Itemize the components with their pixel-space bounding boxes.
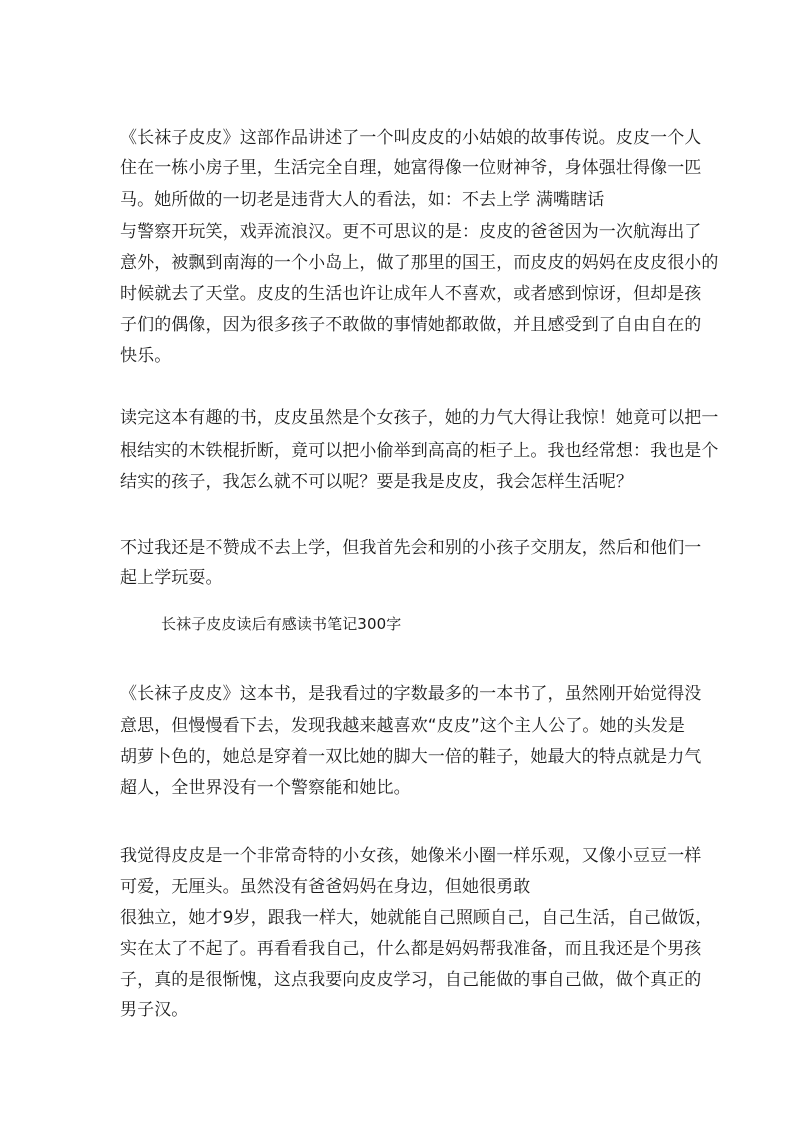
paragraph-2-line-1: 读完这本有趣的书，皮皮虽然是个女孩子，她的力气大得让我惊！她竟可以把一 [120,408,719,428]
paragraph-2-line-2: 根结实的木铁棍折断，竟可以把小偷举到高高的柜子上。我也经常想：我也是个 [120,441,719,461]
paragraph-1-line-1: 《长袜子皮皮》这部作品讲述了一个叫皮皮的小姑娘的故事传说。皮皮一个人 [120,128,702,148]
paragraph-1-line-6: 时候就去了天堂。皮皮的生活也许让成年人不喜欢，或者感到惊讶，但却是孩 [120,284,702,304]
paragraph-5-line-5: 子，真的是很惭愧，这点我要向皮皮学习，自己能做的事自己做，做个真正的 [120,970,702,990]
paragraph-5-line-1: 我觉得皮皮是一个非常奇特的小女孩，她像米小圈一样乐观，又像小豆豆一样 [120,846,702,866]
paragraph-5-line-3: 很独立，她才9岁，跟我一样大，她就能自己照顾自己，自己生活，自己做饭， [120,908,713,928]
paragraph-4-line-1: 《长袜子皮皮》这本书，是我看过的字数最多的一本书了，虽然刚开始觉得没 [120,684,702,704]
paragraph-1-line-8: 快乐。 [120,346,172,366]
paragraph-1-line-2: 住在一栋小房子里，生活完全自理，她富得像一位财神爷，身体强壮得像一匹 [120,158,702,178]
paragraph-5-line-2: 可爱，无厘头。虽然没有爸爸妈妈在身边，但她很勇敢 [120,877,531,897]
paragraph-2-line-3: 结实的孩子，我怎么就不可以呢？要是我是皮皮，我会怎样生活呢？ [120,472,633,492]
paragraph-1-line-5: 意外，被飘到南海的一个小岛上，做了那里的国王，而皮皮的妈妈在皮皮很小的 [120,253,719,273]
paragraph-3-line-2: 起上学玩耍。 [120,568,223,588]
paragraph-5-line-4: 实在太了不起了。再看看我自己，什么都是妈妈帮我准备，而且我还是个男孩 [120,939,702,959]
paragraph-1-line-7: 子们的偶像，因为很多孩子不敢做的事情她都敢做，并且感受到了自由自在的 [120,315,702,335]
paragraph-3-line-1: 不过我还是不赞成不去上学，但我首先会和别的小孩子交朋友，然后和他们一 [120,538,702,558]
paragraph-4-line-2: 意思，但慢慢看下去，发现我越来越喜欢“皮皮”这个主人公了。她的头发是 [120,716,686,736]
paragraph-4-line-4: 超人，全世界没有一个警察能和她比。 [120,778,411,798]
paragraph-4-line-3: 胡萝卜色的，她总是穿着一双比她的脚大一倍的鞋子，她最大的特点就是力气 [120,747,702,767]
paragraph-5-line-6: 男子汉。 [120,1000,189,1020]
paragraph-1-line-3: 马。她所做的一切老是违背大人的看法，如：不去上学 满嘴瞎话 [120,190,605,210]
section-heading: 长袜子皮皮读后有感读书笔记300字 [161,615,402,633]
paragraph-1-line-4: 与警察开玩笑，戏弄流浪汉。更不可思议的是：皮皮的爸爸因为一次航海出了 [120,222,702,242]
